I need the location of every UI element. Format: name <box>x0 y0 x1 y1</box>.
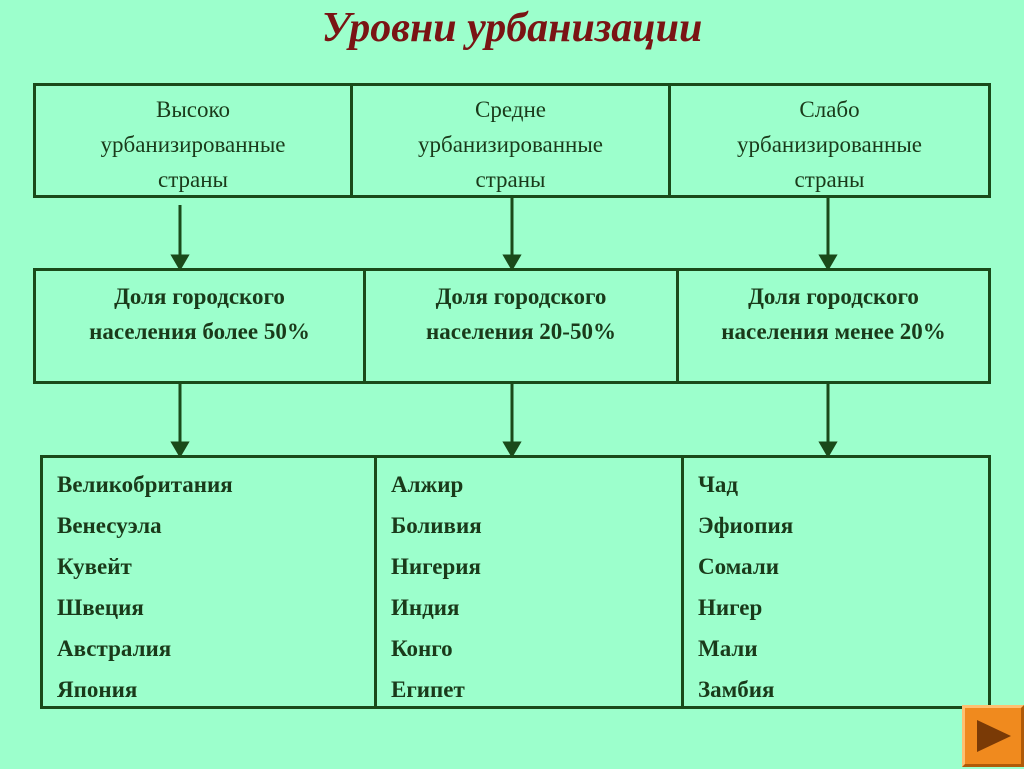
list-item: Великобритания <box>57 472 233 497</box>
list-item: Боливия <box>391 513 482 538</box>
next-slide-button[interactable] <box>962 705 1024 767</box>
list-item: Конго <box>391 636 453 661</box>
play-arrow-icon <box>965 708 1021 764</box>
category-low: Слабо урбанизированные страны <box>737 97 922 192</box>
arrow-head <box>821 443 835 455</box>
share-high: Доля городского населения более 50% <box>36 271 366 381</box>
list-item: Чад <box>698 472 739 497</box>
page-title: Уровни урбанизации <box>321 5 703 51</box>
list-item: Кувейт <box>57 554 132 579</box>
list-item: Япония <box>57 677 138 702</box>
arrow-head <box>173 443 187 455</box>
arrow-head <box>505 256 519 268</box>
list-item: Венесуэла <box>57 513 162 538</box>
list-item: Алжир <box>391 472 464 497</box>
list-item: Эфиопия <box>698 513 794 538</box>
list-item: Швеция <box>57 595 144 620</box>
share-medium: Доля городского населения 20-50% <box>366 271 679 381</box>
list-item: Замбия <box>698 677 775 702</box>
list-item: Мали <box>698 636 758 661</box>
list-item: Египет <box>391 677 465 702</box>
category-high: Высоко урбанизированные страны <box>36 86 353 195</box>
list-item: Нигерия <box>391 554 481 579</box>
list-item: Австралия <box>57 636 172 661</box>
list-item: Нигер <box>698 595 763 620</box>
arrow-head <box>505 443 519 455</box>
list-item: Сомали <box>698 554 780 579</box>
list-item: Индия <box>391 595 460 620</box>
category-medium: Средне урбанизированные страны <box>353 86 671 195</box>
arrow-head <box>821 256 835 268</box>
arrow-head <box>173 256 187 268</box>
share-low: Доля городского населения менее 20% <box>721 284 946 344</box>
